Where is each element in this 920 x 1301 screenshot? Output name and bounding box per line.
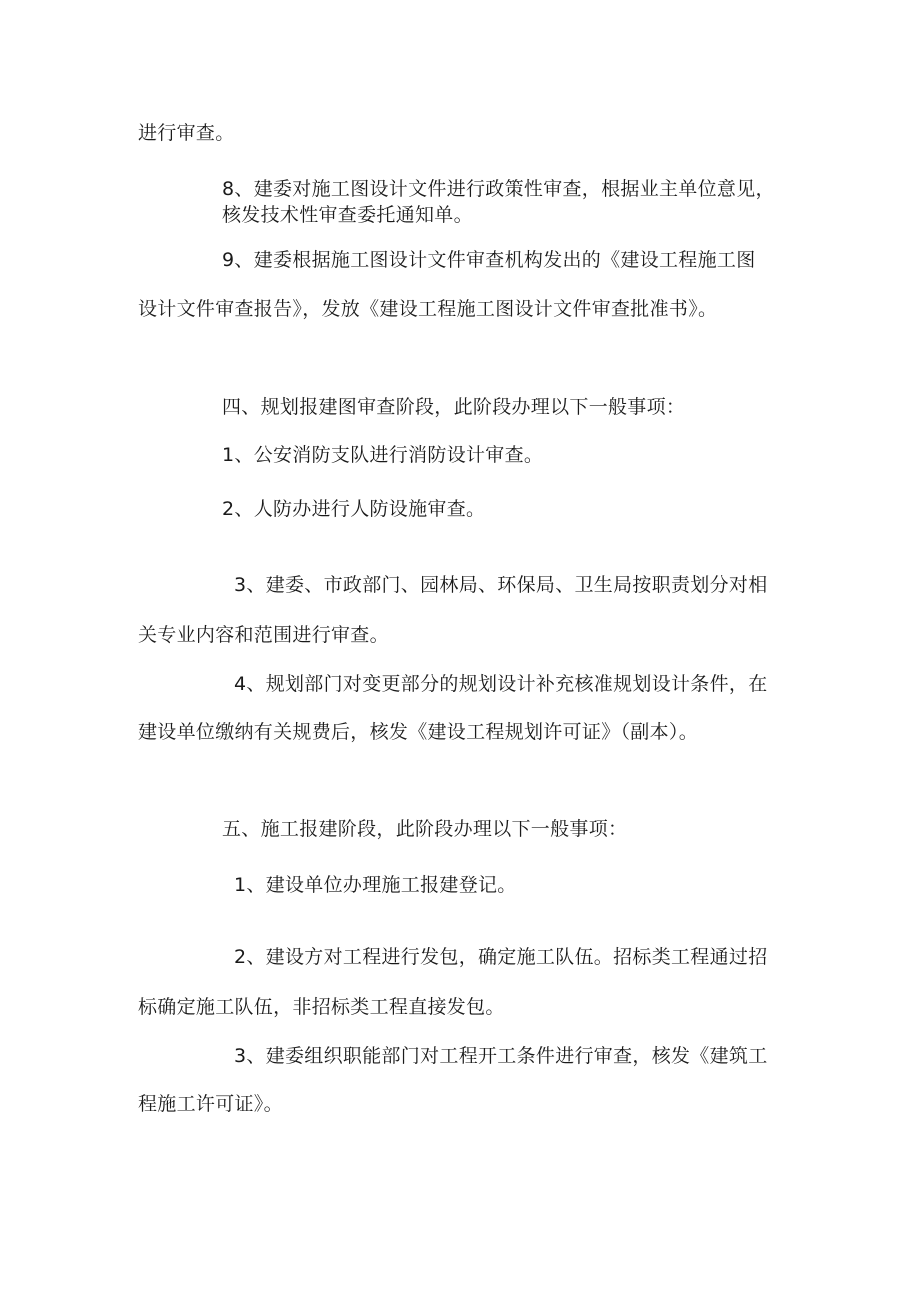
- text-line: 2、建设方对工程进行发包，确定施工队伍。招标类工程通过招: [234, 946, 768, 968]
- text-line: 1、建设单位办理施工报建登记。: [234, 874, 517, 896]
- text-line: 建设单位缴纳有关规费后，核发《建设工程规划许可证》（副本）。: [138, 721, 699, 743]
- text-line: 关专业内容和范围进行审查。: [138, 624, 389, 646]
- text-line: 8、建委对施工图设计文件进行政策性审查，根据业主单位意见，: [222, 178, 775, 200]
- text-line: 9、建委根据施工图设计文件审查机构发出的《建设工程施工图: [222, 249, 756, 271]
- text-line: 1、公安消防支队进行消防设计审查。: [222, 444, 544, 466]
- text-line: 进行审查。: [138, 122, 235, 144]
- section-heading: 五、施工报建阶段，此阶段办理以下一般事项：: [222, 818, 628, 840]
- text-line: 程施工许可证》。: [138, 1093, 283, 1115]
- text-line: 3、建委组织职能部门对工程开工条件进行审查，核发《建筑工: [234, 1045, 768, 1067]
- section-heading: 四、规划报建图审查阶段，此阶段办理以下一般事项：: [222, 396, 686, 418]
- text-line: 标确定施工队伍，非招标类工程直接发包。: [138, 996, 505, 1018]
- text-line: 2、人防办进行人防设施审查。: [222, 498, 486, 520]
- text-line: 核发技术性审查委托通知单。: [222, 204, 473, 226]
- text-line: 4、规划部门对变更部分的规划设计补充核准规划设计条件，在: [234, 673, 768, 695]
- text-line: 3、建委、市政部门、园林局、环保局、卫生局按职责划分对相: [234, 574, 768, 596]
- text-line: 设计文件审查报告》，发放《建设工程施工图设计文件审查批准书》。: [138, 298, 718, 320]
